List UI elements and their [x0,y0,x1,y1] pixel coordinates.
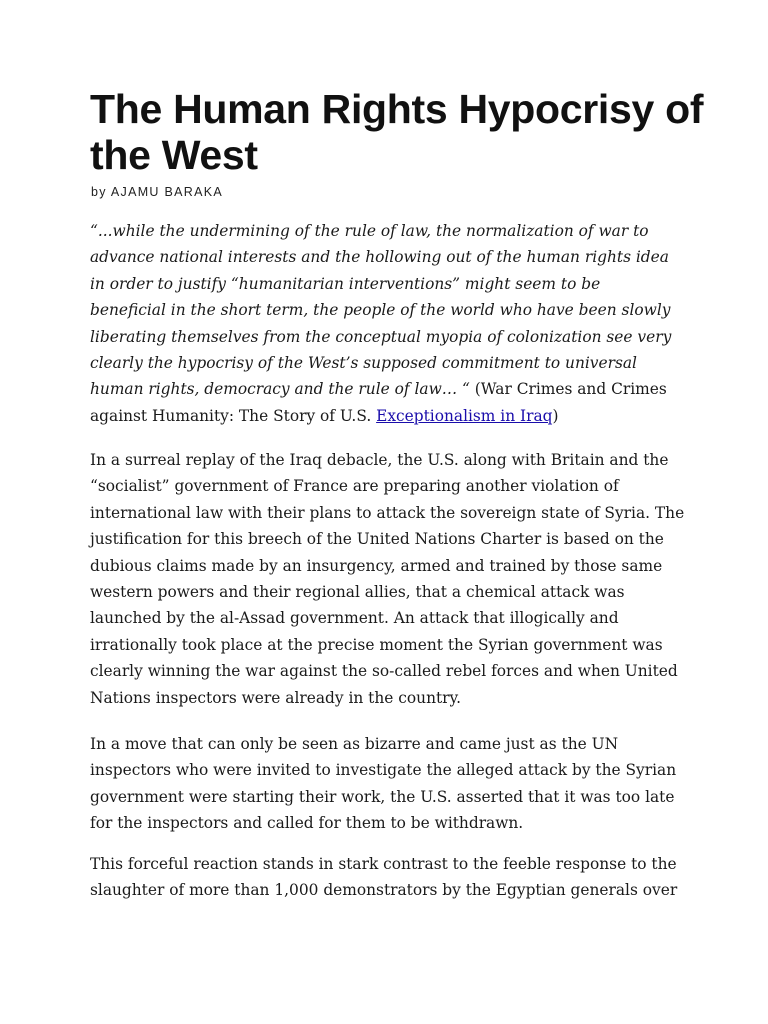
text-line: In a move that can only be seen as bizarre and came just as the UN [90,735,619,753]
quote-line: advance national interests and the hollowing out of the human rights idea [90,248,669,267]
text-line: irrationally took place at the precise moment the Syrian government was [90,635,663,654]
quote-end: human rights, democracy and the rule of law… “ [90,380,470,399]
text-line: This forceful reaction stands in stark contrast to the feeble response to the [90,855,677,873]
quote-line [90,376,730,402]
quote-line: clearly the hypocrisy of the West’s supposed commitment to universal [90,354,637,373]
text-line: justification for this breech of the United Nations Charter is based on the [90,530,664,549]
text-line: slaughter of more than 1,000 demonstrators by the Egyptian generals over [90,881,678,900]
citation-prefix: against Humanity: The Story of U.S. [90,406,377,425]
text-line: In a surreal replay of the Iraq debacle, the U.S. along with Britain and the [90,451,669,469]
text-line: western powers and their regional allies, that a chemical attack was [90,583,625,602]
quote-line: beneficial in the short term, the people of the world who have been slowly [90,301,671,320]
text-line: dubious claims made by an insurgency, armed and trained by those same [90,556,663,575]
citation-suffix: ) [552,406,559,425]
text-line: inspectors who were invited to investigate the alleged attack by the Syrian [90,761,677,780]
quote-line: liberating themselves from the conceptual myopia of colonization see very [90,327,672,346]
text-line: for the inspectors and called for them to be withdrawn. [90,814,524,833]
article-title: The Human Rights Hypocrisy of the West [90,86,704,178]
quote-line: in order to justify “humanitarian interventions” might seem to be [90,274,601,293]
text-line: government were starting their work, the U.S. asserted that it was too late [90,787,675,806]
citation-start: (War Crimes and Crimes [469,380,667,399]
paragraph-2 [90,447,730,711]
opening-quote [90,218,730,429]
text-line: international law with their plans to attack the sovereign state of Syria. The [90,503,685,522]
text-line: “socialist” government of France are preparing another violation of [90,477,619,496]
quote-line: “...while the undermining of the rule of law, the normalization of war to [90,222,649,240]
byline: by AJAMU BARAKA [91,185,224,199]
citation-link[interactable]: Exceptionalism in Iraq [376,406,553,425]
paragraph-4 [90,851,730,904]
paragraph-3 [90,731,730,837]
text-line: launched by the al-Assad government. An attack that illogically and [90,609,619,628]
text-line: clearly winning the war against the so-called rebel forces and when United [90,662,678,681]
citation-line [90,403,730,429]
text-line: Nations inspectors were already in the country. [90,688,462,707]
